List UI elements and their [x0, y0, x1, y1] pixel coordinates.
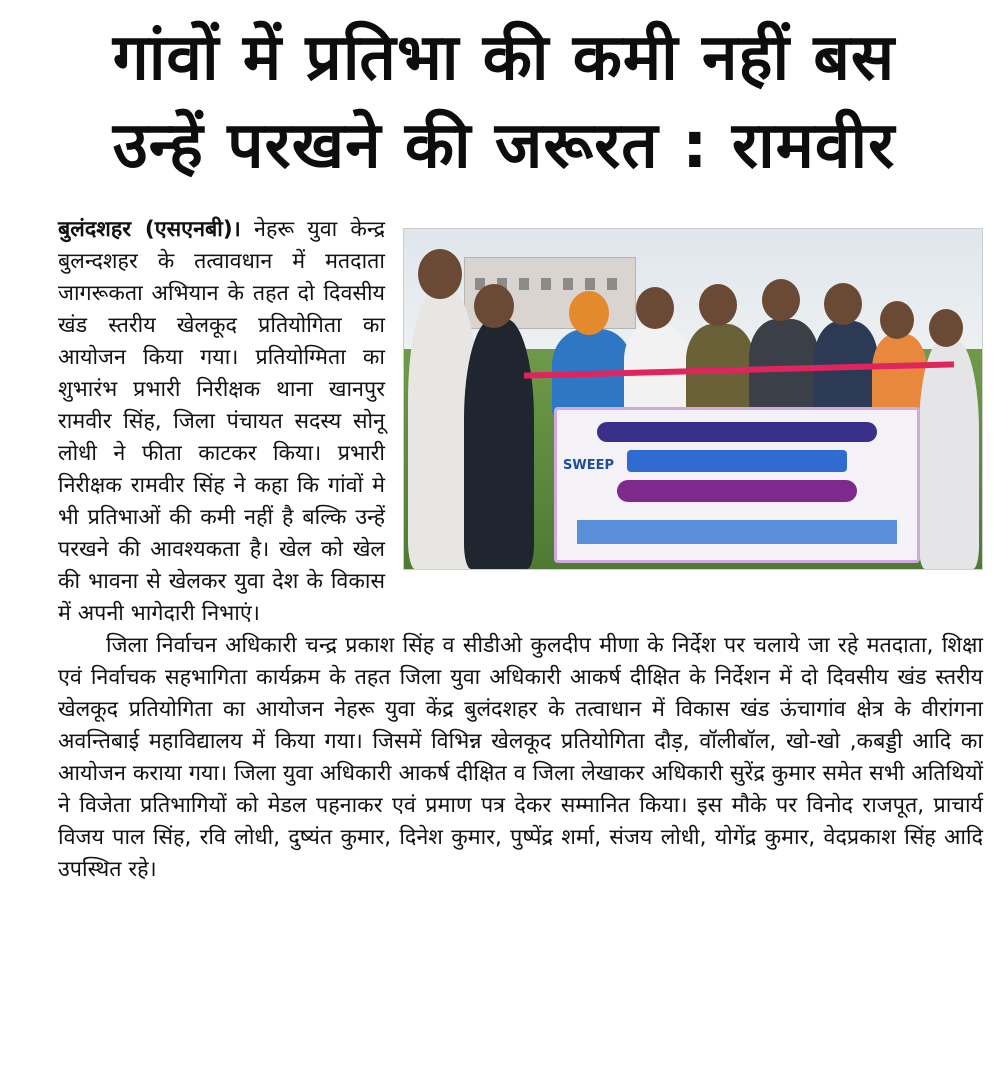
banner-stripe — [617, 480, 857, 502]
photo-person-head — [418, 249, 462, 299]
article-paragraph-2: जिला निर्वाचन अधिकारी चन्द्र प्रकाश सिंह व सीडीओ कुलदीप मीणा के निर्देश पर चलाये जा रहे मतदाता, शिक्षा एवं निर्वाचक सहभागिता कार्यक्रम के तहत जिला युवा अधिकारी आकर्ष दीक्षित के निर्देशन में दो दिवसीय खंड स्तरीय खेलकूद प्रतियोगिता का आयोजन नेहरू युवा केंद्र बुलंदशहर के तत्वाधान में विकास खंड ऊंचागांव क्षेत्र के वीरांगना अवन्तिबाई महाविद्यालय में किया गया। जिसमें विभिन्न खेलकूद प्रतियोगिता दौड़, वॉलीबॉल, खो-खो ,कबड्डी आदि का आयोजन कराया गया। जिला युवा अधिकारी आकर्ष दीक्षित व जिला लेखाकर अधिकारी सुरेंद्र कुमार समेत सभी अतिथियों ने विजेता प्रतिभागियों को मेडल पहनाकर एवं प्रमाण पत्र देकर सम्मानित किया। इस मौके पर विनोद राजपूत, प्राचार्य विजय पाल सिंह, रवि लोधी, दुष्यंत कुमार, दिनेश कुमार, पुष्पेंद्र शर्मा, संजय लोधी, योगेंद्र कुमार, वेदप्रकाश सिंह आदि उपस्थित रहे। — [58, 633, 983, 882]
banner-stripe — [597, 422, 877, 442]
headline — [0, 14, 1008, 190]
photo-person-head — [824, 283, 862, 325]
article-body — [58, 214, 983, 886]
headline-line-1: गांवों में प्रतिभा की कमी नहीं बस — [112, 21, 896, 95]
photo-person — [464, 319, 534, 569]
banner-sweep-text: SWEEP — [563, 458, 614, 473]
photo-person-head — [699, 284, 737, 326]
photo-person-head — [569, 291, 609, 335]
photo-person — [919, 339, 979, 569]
photo-person-head — [474, 284, 514, 328]
banner-stripe — [627, 450, 847, 472]
headline-line-2: उन्हें परखने की जरूरत : रामवीर — [112, 109, 896, 183]
paragraph-1-text: नेहरू युवा केन्द्र बुलन्दशहर के तत्वावधान में मतदाता जागरूकता अभियान के तहत दो दिवसीय खंड स्तरीय खेलकूद प्रतियोगिता का आयोजन किया गया। प्रतियोग्मिता का शुभारंभ प्रभारी निरीक्षक थाना खानपुर रामवीर सिंह, जिला पंचायत सदस्य सोनू लोधी ने फीता काटकर किया। प्रभारी निरीक्षक रामवीर सिंह ने कहा कि गांवों मे भी प्रतिभाओं की कमी नहीं है बल्कि उन्हें परखने की आवश्यकता है। खेल को खेल की भावना से खेलकर युवा देश के विकास में अपनी भागेदारी निभाएं। — [58, 217, 385, 626]
dateline: बुलंदशहर (एसएनबी)। — [58, 217, 241, 242]
banner-stripe — [577, 520, 897, 544]
photo-person-head — [929, 309, 963, 347]
photo-person-head — [636, 287, 674, 329]
photo-person-head — [880, 301, 914, 339]
photo-person-head — [762, 279, 800, 321]
news-photo — [403, 228, 983, 570]
event-banner — [554, 407, 920, 563]
